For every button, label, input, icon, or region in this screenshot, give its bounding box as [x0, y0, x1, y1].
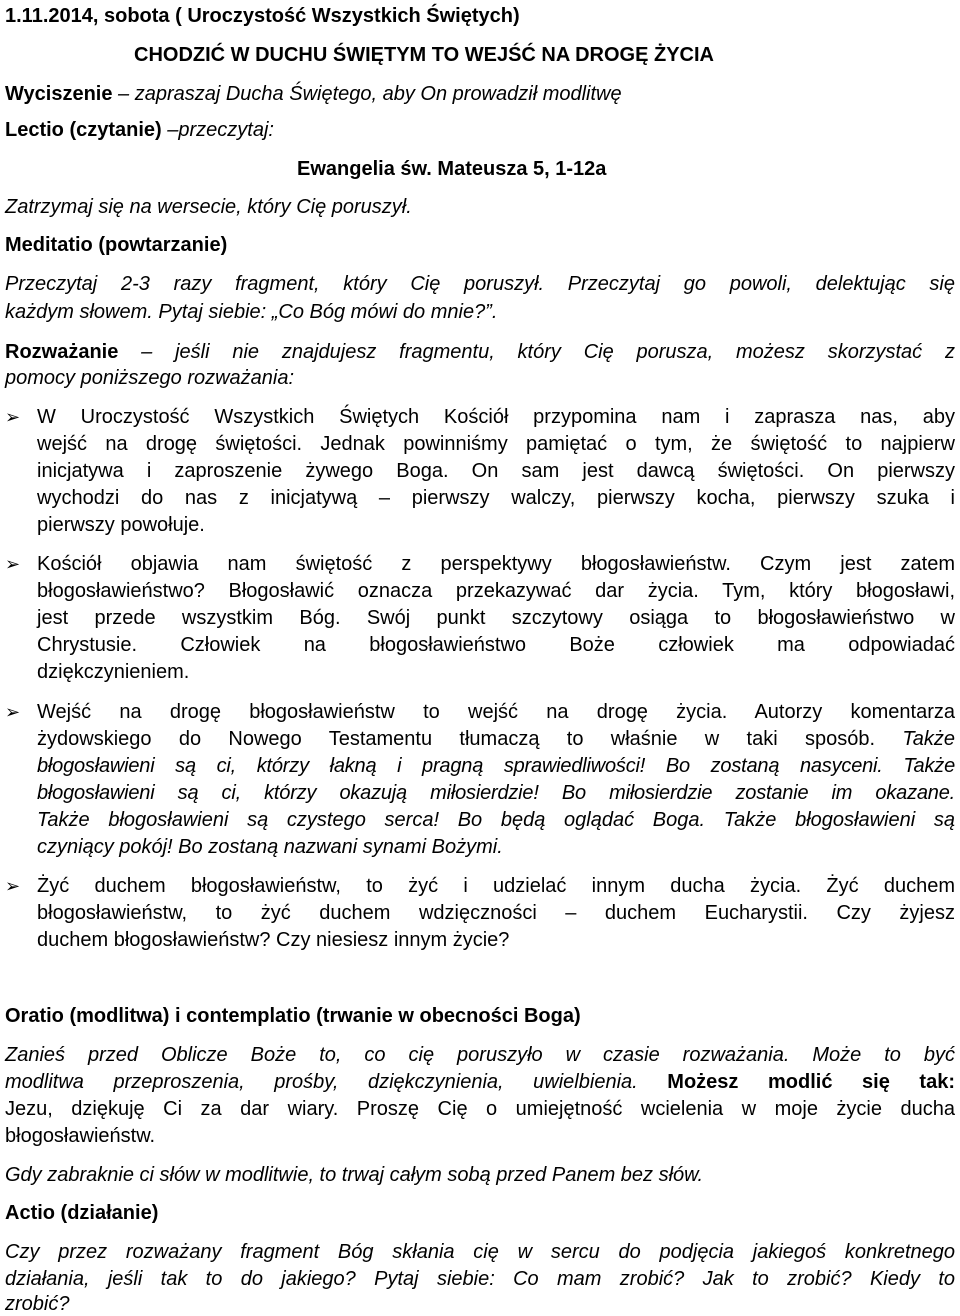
oratio-line2 [5, 1070, 955, 1094]
lectio-text: –przeczytaj: [167, 119, 274, 141]
point2-line4: Chrystusie. Człowiek na błogosławieństwo Boże człowiek ma odpowiadać [37, 634, 955, 656]
point4-line1: Żyć duchem błogosławieństw, to żyć i udzielać innym ducha życia. Żyć duchem [37, 875, 955, 897]
point1-line1: W Uroczystość Wszystkich Świętych Kościół przypomina nam i zaprasza nas, aby [37, 406, 955, 428]
point3-line4 [37, 781, 955, 805]
oratio-heading: Oratio (modlitwa) i contemplatio (trwanie w obecności Boga) [5, 1005, 581, 1027]
date-heading: 1.11.2014, sobota ( Uroczystość Wszystkich Świętych) [5, 5, 520, 27]
point3-line4-text: błogosławieni są ci, którzy okazują miłosierdzie! Bo miłosierdzie zostanie im okazane. [37, 782, 955, 804]
point1-line5: pierwszy powołuje. [37, 514, 205, 536]
oratio-line4: błogosławieństw. [5, 1125, 156, 1147]
point3-line3-text: błogosławieni są ci, którzy łakną i pragną sprawiedliwości! Bo zostaną nasyceni. Także [37, 755, 955, 777]
actio-line2: działania, jeśli tak to do jakiego? Pytaj siebie: Co mam zrobić? Jak to zrobić? Kiedy to [5, 1268, 955, 1290]
point1-line2: wejść na drogę świętości. Jednak powinniśmy pamiętać o tym, że świętość to najpierw [37, 433, 955, 455]
lectio-label: Lectio (czytanie) [5, 119, 168, 141]
arrow-bullet-icon: ➢ [5, 876, 21, 896]
oratio-line2-text: modlitwa przeproszenia, prośby, dziękczynienia, uwielbienia. [5, 1071, 668, 1093]
actio-line3: zrobić? [5, 1293, 70, 1315]
rozwazanie-intro-text: – jeśli nie znajdujesz fragmentu, który Cię porusza, możesz skorzystać z [118, 341, 955, 363]
point3-line6: czyniący pokój! Bo zostaną nazwani synami Bożymi. [37, 836, 503, 858]
point1-line4: wychodzi do nas z inicjatywą – pierwszy walczy, pierwszy kocha, pierwszy szuka i [37, 487, 955, 509]
point3-line5-text: Także błogosławieni są czystego serca! Bo będą oglądać Boga. Także błogosławieni są [37, 809, 955, 831]
oratio-line5: Gdy zabraknie ci słów w modlitwie, to trwaj całym sobą przed Panem bez słów. [5, 1164, 704, 1186]
oratio-line1: Zanieś przed Oblicze Boże to, co cię poruszyło w czasie rozważania. Może to być [5, 1044, 955, 1066]
meditatio-text-line1: Przeczytaj 2-3 razy fragment, który Cię poruszył. Przeczytaj go powoli, delektując się [5, 273, 955, 295]
rozwazanie-intro-line2: pomocy poniższego rozważania: [5, 367, 295, 389]
point2-line2: błogosławieństwo? Błogosławić oznacza przekazywać dar życia. Tym, który błogosławi, [37, 580, 955, 602]
lectio-instruction: Zatrzymaj się na wersecie, który Cię poruszył. [5, 196, 412, 218]
oratio-line2-bold: Możesz modlić się tak: [667, 1071, 955, 1093]
actio-heading: Actio (działanie) [5, 1202, 159, 1224]
point3-line3 [37, 754, 955, 778]
wyciszenie-text: – zapraszaj Ducha Świętego, aby On prowadził modlitwę [112, 83, 622, 105]
meditatio-text-line2: każdym słowem. Pytaj siebie: „Co Bóg mówi do mnie?”. [5, 301, 498, 323]
point2-line1: Kościół objawia nam świętość z perspektywy błogosławieństw. Czym jest zatem [37, 553, 955, 575]
point2-line5: dziękczynieniem. [37, 661, 190, 683]
wyciszenie-label: Wyciszenie [5, 83, 113, 105]
point4-line3: duchem błogosławieństw? Czy niesiesz innym życie? [37, 929, 510, 951]
point1-line3: inicjatywa i zaproszenie żywego Boga. On sam jest dawcą świętości. On pierwszy [37, 460, 955, 482]
wyciszenie-line [5, 82, 622, 106]
point3-line2-text: żydowskiego do Nowego Testamentu tłumaczą to właśnie w taki sposób. [37, 728, 903, 750]
point2-line3: jest przede wszystkim Bóg. Swój punkt szczytowy osiąga to błogosławieństwo w [37, 607, 955, 629]
rozwazanie-label: Rozważanie [5, 341, 119, 363]
page-title: CHODZIĆ W DUCHU ŚWIĘTYM TO WEJŚĆ NA DROGĘ ŻYCIA [134, 44, 714, 66]
lectio-line [5, 118, 274, 142]
gospel-reference: Ewangelia św. Mateusza 5, 1-12a [297, 158, 607, 180]
arrow-bullet-icon: ➢ [5, 554, 21, 574]
oratio-line3: Jezu, dziękuję Ci za dar wiary. Proszę Cię o umiejętność wcielenia w moje życie ducha [5, 1098, 955, 1120]
actio-line1: Czy przez rozważany fragment Bóg skłania cię w sercu do podjęcia jakiegoś konkretnego [5, 1241, 955, 1263]
arrow-bullet-icon: ➢ [5, 407, 21, 427]
point3-line5 [37, 808, 955, 832]
meditatio-heading: Meditatio (powtarzanie) [5, 234, 228, 256]
rozwazanie-intro-line1 [5, 340, 955, 364]
point3-line1: Wejść na drogę błogosławieństw to wejść na drogę życia. Autorzy komentarza [37, 701, 955, 723]
arrow-bullet-icon: ➢ [5, 702, 21, 722]
point3-line2-italic: Także [902, 728, 955, 750]
point4-line2: błogosławieństw, to żyć duchem wdzięczności – duchem Eucharystii. Czy żyjesz [37, 902, 955, 924]
point3-line2 [37, 727, 955, 751]
